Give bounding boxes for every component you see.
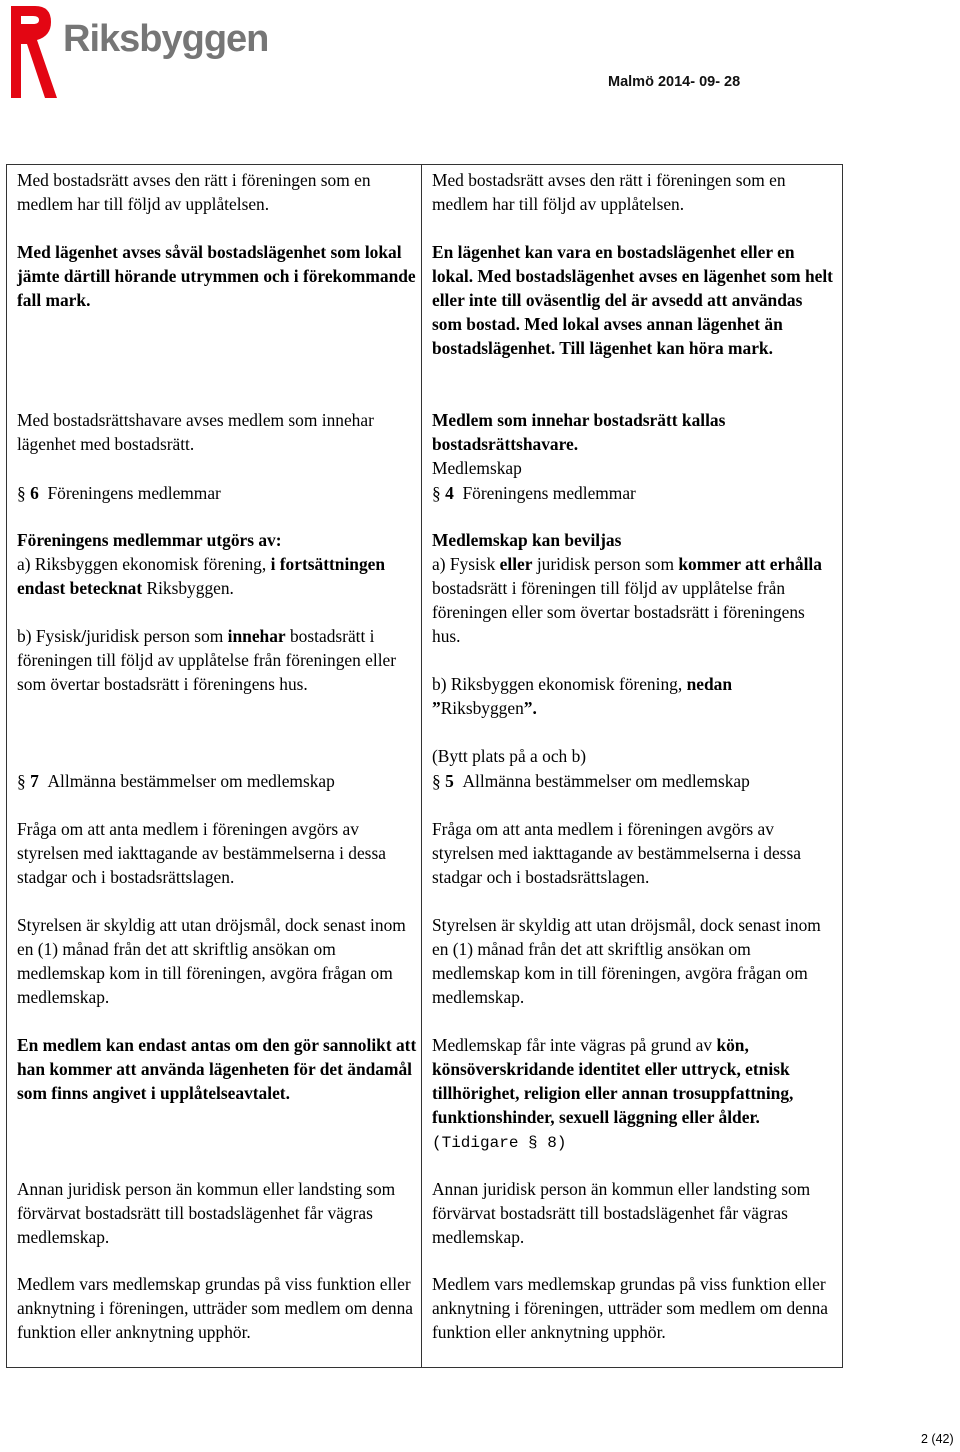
left-p4a-text: a) Riksbyggen ekonomisk förening, (17, 554, 271, 574)
left-p1: Med bostadsrätt avses den rätt i föreningen som en medlem har till följd av upplåtelsen. (17, 170, 371, 214)
left-p10: Medlem vars medlemskap grundas på viss funktion eller anknytning i föreningen, utträder som medlem om denna funktion eller anknytning upphör. (17, 1274, 414, 1342)
section-mark: § (432, 483, 441, 503)
right-p6-end: ”. (523, 698, 537, 718)
left-p7: Styrelsen är skyldig att utan dröjsmål, dock senast inom en (1) månad från det att skriftlig ansökan om medlemskap kom in till föreningen, avgöra frågan om medlemskap. (17, 915, 406, 1007)
right-p5-c: bostadsrätt i föreningen till följd av upplåtelse från föreningen eller som övertar bostadsrätt i föreningens hus. (432, 578, 805, 646)
section-mark: § (17, 771, 26, 791)
right-p10 (432, 1033, 836, 1155)
right-medlemskap: Medlemskap (432, 458, 522, 478)
right-p5 (432, 552, 836, 648)
section-number: 7 (30, 771, 39, 791)
column-divider (421, 164, 422, 1368)
right-p6-b: Riksbyggen (440, 698, 524, 718)
left-p6: Fråga om att anta medlem i föreningen avgörs av styrelsen med iakttagande av bestämmelserna i dessa stadgar och i bostadsrättslagen. (17, 819, 386, 887)
right-p6 (432, 672, 836, 720)
right-section-5-heading (432, 769, 836, 793)
page-number: 2 (42) (921, 1432, 954, 1446)
section-number: 5 (445, 771, 454, 791)
right-p5-a: a) Fysisk (432, 554, 500, 574)
right-p6-a: b) Riksbyggen ekonomisk förening, (432, 674, 687, 694)
left-p5 (17, 624, 417, 696)
right-p8: Fråga om att anta medlem i föreningen avgörs av styrelsen med iakttagande av bestämmelserna i dessa stadgar och i bostadsrättslagen. (432, 819, 801, 887)
right-p7: (Bytt plats på a och b) (432, 746, 587, 766)
section-number: 6 (30, 483, 39, 503)
left-p2: Med lägenhet avses såväl bostadslägenhet som lokal jämte därtill hörande utrymmen och i förekommande fall mark. (17, 242, 416, 310)
right-p2: En lägenhet kan vara en bostadslägenhet eller en lokal. Med bostadslägenhet avses en lägenhet som helt eller inte till oväsentlig del är avsedd att användas som bostad. Med lokal avses annan lägenhet än bostadslägenhet. Till lägenhet kan höra mark. (432, 242, 833, 358)
right-p10-bold: kön, könsöverskridande identitet eller uttryck, etnisk tillhörighet, religion eller annan trosuppfattning, funktionshinder, sexuell läggning eller ålder. (432, 1035, 794, 1127)
riksbyggen-logo (5, 4, 280, 104)
left-p4-bold: Föreningens medlemmar utgörs av: (17, 530, 282, 550)
right-p5-bold1: eller (499, 554, 533, 574)
document-date: Malmö 2014- 09- 28 (608, 74, 741, 90)
riksbyggen-mark-icon (5, 4, 65, 104)
right-p1: Med bostadsrätt avses den rätt i föreningen som en medlem har till följd av upplåtelsen. (432, 170, 786, 214)
left-p3: Med bostadsrättshavare avses medlem som innehar lägenhet med bostadsrätt. (17, 410, 374, 454)
right-p11: Annan juridisk person än kommun eller landsting som förvärvat bostadsrätt till bostadslägenhet får vägras medlemskap. (432, 1179, 811, 1247)
section-number: 4 (445, 483, 454, 503)
right-p5-bold2: kommer att erhålla (678, 554, 822, 574)
section-title: Föreningens medlemmar (47, 483, 221, 503)
right-p10-a: Medlemskap får inte vägras på grund av (432, 1035, 717, 1055)
left-p5-bold: innehar (227, 626, 286, 646)
right-p6-bold: nedan ” (432, 674, 732, 718)
section-title: Allmänna bestämmelser om medlemskap (462, 771, 750, 791)
section-mark: § (432, 771, 441, 791)
right-p10-note: (Tidigare § 8) (432, 1134, 567, 1152)
left-p4 (17, 528, 417, 600)
left-p9: Annan juridisk person än kommun eller landsting som förvärvat bostadsrätt till bostadslägenhet får vägras medlemskap. (17, 1179, 396, 1247)
left-p5-a: b) Fysisk (17, 626, 82, 646)
section-mark: § (17, 483, 26, 503)
right-p4: Medlemskap kan beviljas (432, 530, 622, 550)
right-p3: Medlem som innehar bostadsrätt kallas bostadsrättshavare. (432, 410, 726, 454)
left-section-6-heading (17, 481, 417, 505)
right-p5-b: juridisk person som (532, 554, 679, 574)
left-section-7-heading (17, 769, 417, 793)
logo-wordmark: Riksbyggen (63, 18, 269, 60)
section-title: Allmänna bestämmelser om medlemskap (47, 771, 335, 791)
right-p12: Medlem vars medlemskap grundas på viss funktion eller anknytning i föreningen, utträder som medlem om denna funktion eller anknytning upphör. (432, 1274, 829, 1342)
right-section-4-heading (432, 481, 836, 505)
section-title: Föreningens medlemmar (462, 483, 636, 503)
right-p9: Styrelsen är skyldig att utan dröjsmål, dock senast inom en (1) månad från det att skriftlig ansökan om medlemskap kom in till föreningen, avgöra frågan om medlemskap. (432, 915, 821, 1007)
left-p5-b: juridisk person som (86, 626, 228, 646)
left-p5-slash: / (81, 626, 87, 646)
left-p8: En medlem kan endast antas om den gör sannolikt att han kommer att använda lägenheten för det ändamål som finns angivet i upplåtelseavtalet. (17, 1035, 417, 1103)
left-p4a-bold: i fortsättningen endast betecknat (17, 554, 386, 598)
left-p4a-end: Riksbyggen. (142, 578, 234, 598)
left-p5-c: bostadsrätt i föreningen till följd av upplåtelse från föreningen eller som övertar bostadsrätt i föreningens hus. (17, 626, 397, 694)
